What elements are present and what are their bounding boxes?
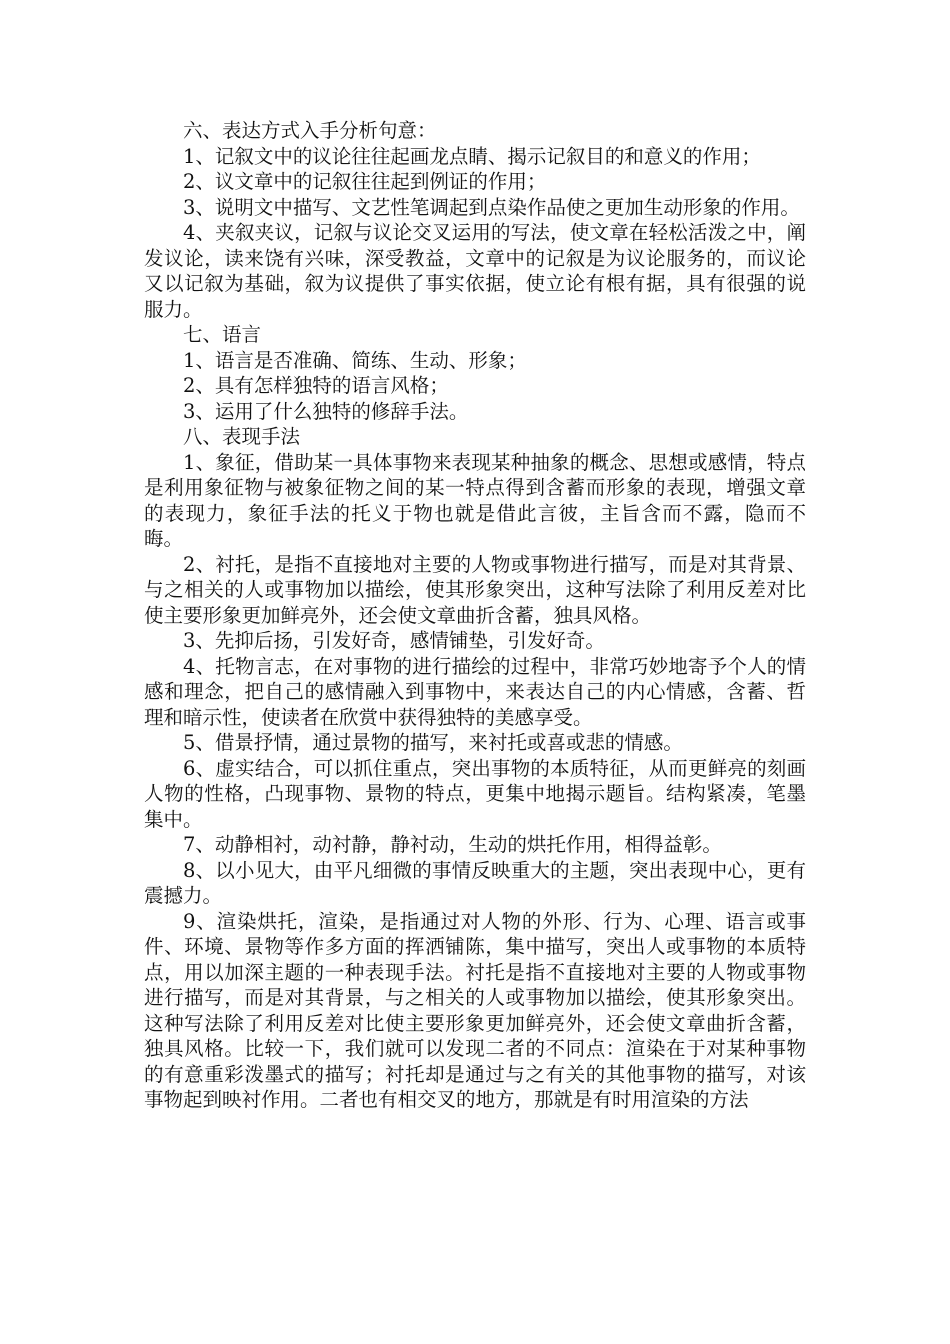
paragraph-6-3: 3、说明文中描写、文艺性笔调起到点染作品使之更加生动形象的作用。 bbox=[183, 195, 800, 219]
paragraph-8-2: 2、衬托，是指不直接地对主要的人物或事物进行描写，而是对其背景、与之相关的人或事物加以描绘，使其形象突出，这种写法除了利用反差对比使主要形象更加鲜亮外，还会使文章曲折含蓄，独具风格。 bbox=[144, 552, 806, 627]
paragraph-7-3: 3、运用了什么独特的修辞手法。 bbox=[183, 399, 469, 423]
section-heading-8: 八、表现手法 bbox=[183, 425, 301, 448]
paragraph-6-4: 4、夹叙夹议，记叙与议论交叉运用的写法，使文章在轻松活泼之中，阐发议论，读来饶有兴味，深受教益，文章中的记叙是为议论服务的，而议论又以记叙为基础，叙为议提供了事实依据，使立论有根有据，具有很强的说服力。 bbox=[144, 221, 806, 321]
paragraph-6-1: 1、记叙文中的议论往往起画龙点睛、揭示记叙目的和意义的作用； bbox=[183, 144, 761, 168]
paragraph-8-3: 3、先抑后扬，引发好奇，感情铺垫，引发好奇。 bbox=[183, 629, 605, 652]
paragraph-7-1: 1、语言是否准确、简练、生动、形象； bbox=[183, 348, 527, 372]
paragraph-8-1: 1、象征，借助某一具体事物来表现某种抽象的概念、思想或感情，特点是利用象征物与被象征物之间的某一特点得到含蓄而形象的表现，增强文章的表现力，象征手法的托义于物也就是借此言彼，主旨含而不露，隐而不晦。 bbox=[144, 450, 806, 550]
paragraph-6-2: 2、议文章中的记叙往往起到例证的作用； bbox=[183, 170, 547, 193]
section-heading-6: 六、表达方式入手分析句意： bbox=[183, 119, 437, 142]
paragraph-8-7: 7、动静相衬，动衬静，静衬动，生动的烘托作用，相得益彰。 bbox=[183, 833, 722, 856]
paragraph-8-9: 9、渲染烘托，渲染，是指通过对人物的外形、行为、心理、语言或事件、环境、景物等作多方面的挥洒铺陈，集中描写，突出人或事物的本质特点，用以加深主题的一种表现手法。衬托是指不直接地对主要的人物或事物进行描写，而是对其背景，与之相关的人或事物加以描绘，使其形象突出。这种写法除了利用反差对比使主要形象更加鲜亮外，还会使文章曲折含蓄，独具风格。比较一下，我们就可以发现二者的不同点：渲染在于对某种事物的有意重彩泼墨式的描写；衬托却是通过与之有关的其他事物的描写，对该事物起到映衬作用。二者也有相交叉的地方，那就是有时用渲染的方法 bbox=[144, 909, 806, 1111]
paragraph-8-4: 4、托物言志，在对事物的进行描绘的过程中，非常巧妙地寄予个人的情感和理念，把自己的感情融入到事物中，来表达自己的内心情感，含蓄、哲理和暗示性，使读者在欣赏中获得独特的美感享受。 bbox=[144, 654, 806, 729]
paragraph-8-6: 6、虚实结合，可以抓住重点，突出事物的本质特征，从而更鲜亮的刻画人物的性格，凸现事物、景物的特点，更集中地揭示题旨。结构紧凑，笔墨集中。 bbox=[144, 756, 806, 831]
paragraph-7-2: 2、具有怎样独特的语言风格； bbox=[183, 374, 449, 397]
paragraph-8-5: 5、借景抒情，通过景物的描写，来衬托或喜或悲的情感。 bbox=[183, 731, 683, 754]
section-heading-7: 七、语言 bbox=[183, 323, 262, 346]
document-page bbox=[144, 118, 806, 1113]
paragraph-8-8: 8、以小见大，由平凡细微的事情反映重大的主题，突出表现中心，更有震撼力。 bbox=[144, 858, 806, 907]
